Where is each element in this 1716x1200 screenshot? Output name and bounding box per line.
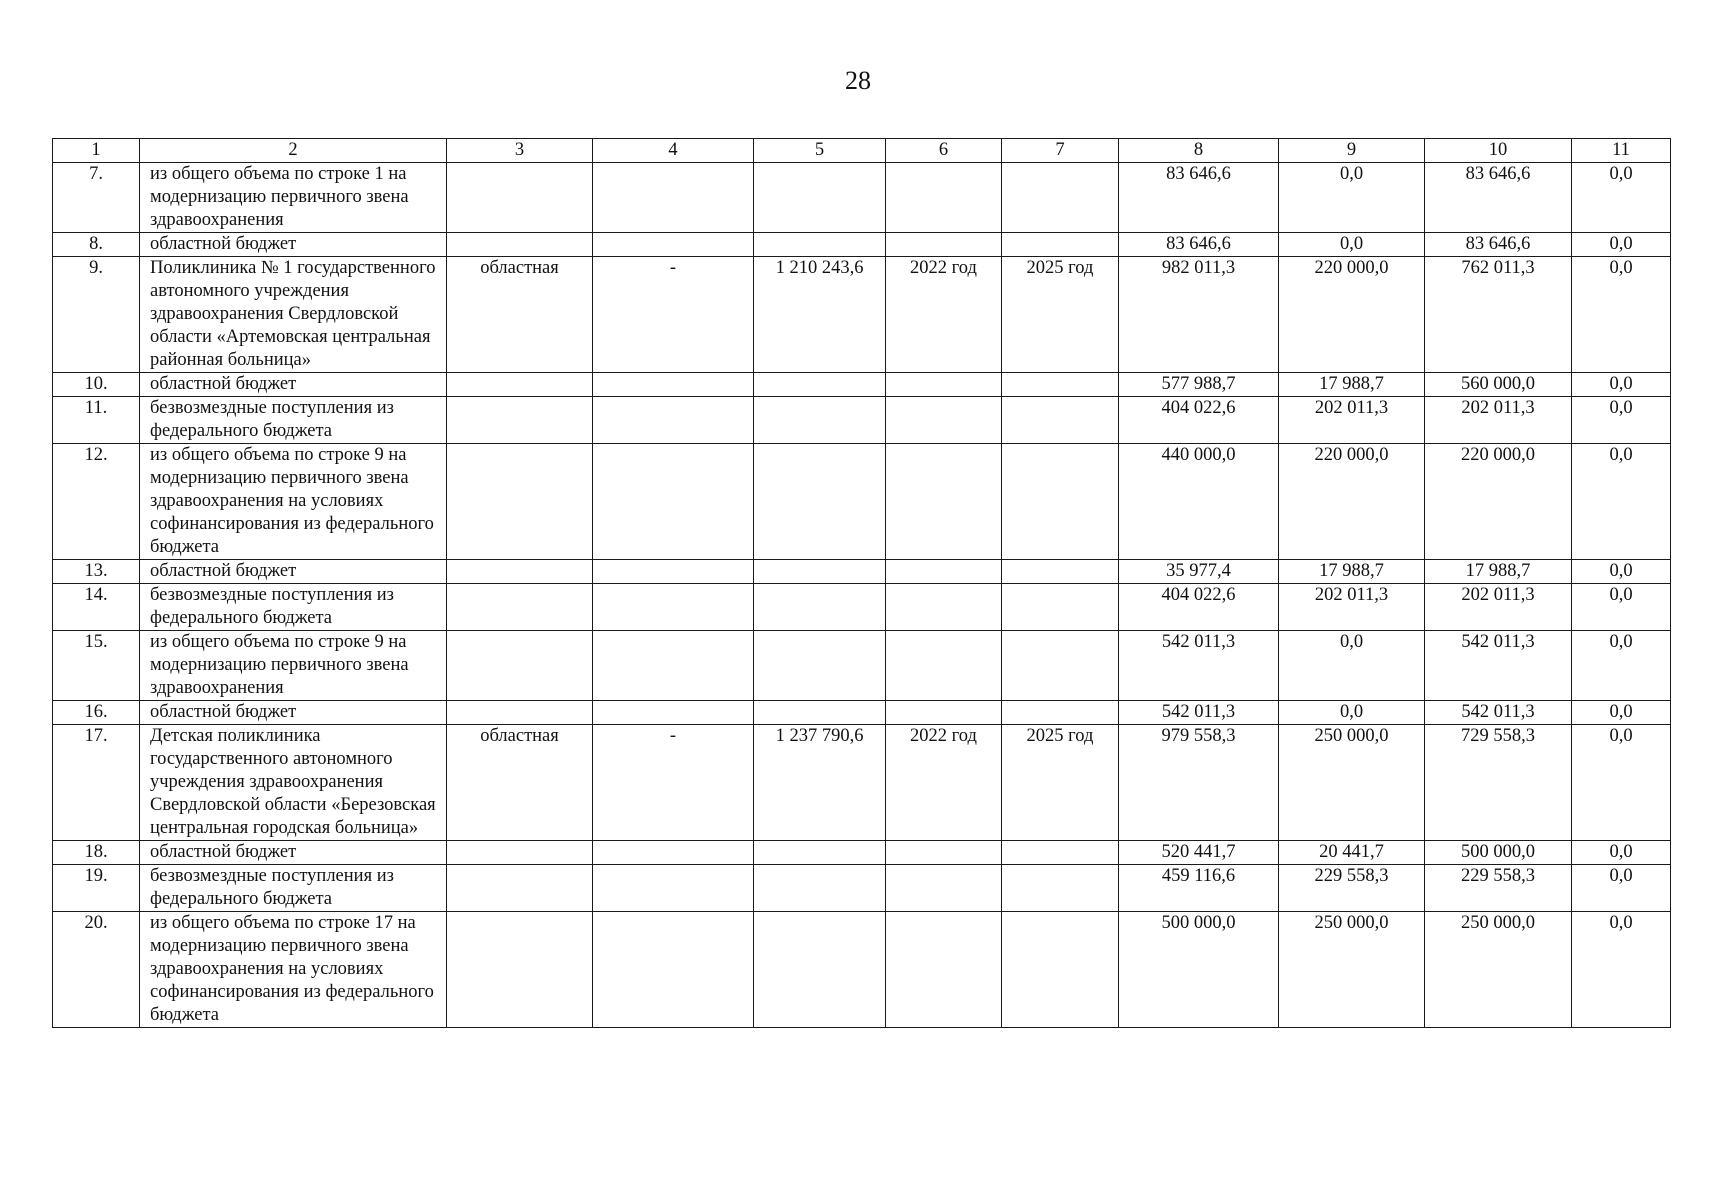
column-4-cell [593, 163, 754, 233]
column-10-amount-cell: 542 011,3 [1425, 701, 1572, 725]
end-year-cell [1002, 912, 1119, 1028]
row-name-cell: областной бюджет [140, 233, 447, 257]
total-cost-cell [754, 560, 886, 584]
end-year-cell [1002, 701, 1119, 725]
column-8-amount-cell: 520 441,7 [1119, 841, 1279, 865]
column-header-1: 1 [53, 139, 140, 163]
row-name-cell: Детская поликлиника государственного автономного учреждения здравоохранения Свердловской области «Березовская центральная городская больница» [140, 725, 447, 841]
start-year-cell [886, 631, 1002, 701]
table-row [53, 725, 1671, 841]
total-cost-cell [754, 163, 886, 233]
column-11-amount-cell: 0,0 [1572, 725, 1671, 841]
column-8-amount-cell: 459 116,6 [1119, 865, 1279, 912]
column-9-amount-cell: 202 011,3 [1279, 397, 1425, 444]
end-year-cell: 2025 год [1002, 257, 1119, 373]
column-header-10: 10 [1425, 139, 1572, 163]
level-cell: областная [447, 257, 593, 373]
column-9-amount-cell: 229 558,3 [1279, 865, 1425, 912]
start-year-cell [886, 912, 1002, 1028]
level-cell [447, 701, 593, 725]
column-9-amount-cell: 250 000,0 [1279, 912, 1425, 1028]
column-11-amount-cell: 0,0 [1572, 444, 1671, 560]
row-number-cell: 12. [53, 444, 140, 560]
column-10-amount-cell: 220 000,0 [1425, 444, 1572, 560]
table-row [53, 397, 1671, 444]
total-cost-cell [754, 444, 886, 560]
column-9-amount-cell: 0,0 [1279, 631, 1425, 701]
end-year-cell [1002, 397, 1119, 444]
row-name-cell: областной бюджет [140, 701, 447, 725]
end-year-cell [1002, 631, 1119, 701]
column-11-amount-cell: 0,0 [1572, 865, 1671, 912]
column-9-amount-cell: 0,0 [1279, 233, 1425, 257]
row-number-cell: 16. [53, 701, 140, 725]
total-cost-cell [754, 841, 886, 865]
table-row [53, 841, 1671, 865]
row-name-cell: безвозмездные поступления из федерального бюджета [140, 584, 447, 631]
start-year-cell [886, 584, 1002, 631]
column-11-amount-cell: 0,0 [1572, 373, 1671, 397]
level-cell [447, 373, 593, 397]
start-year-cell [886, 444, 1002, 560]
total-cost-cell [754, 373, 886, 397]
column-header-6: 6 [886, 139, 1002, 163]
total-cost-cell: 1 237 790,6 [754, 725, 886, 841]
budget-table [52, 138, 1671, 1028]
column-9-amount-cell: 17 988,7 [1279, 560, 1425, 584]
column-4-cell: - [593, 257, 754, 373]
column-4-cell [593, 444, 754, 560]
column-10-amount-cell: 542 011,3 [1425, 631, 1572, 701]
column-4-cell [593, 233, 754, 257]
column-9-amount-cell: 202 011,3 [1279, 584, 1425, 631]
column-header-2: 2 [140, 139, 447, 163]
table-row [53, 584, 1671, 631]
start-year-cell [886, 701, 1002, 725]
row-number-cell: 17. [53, 725, 140, 841]
row-number-cell: 15. [53, 631, 140, 701]
level-cell: областная [447, 725, 593, 841]
row-name-cell: областной бюджет [140, 560, 447, 584]
column-9-amount-cell: 0,0 [1279, 163, 1425, 233]
table-row [53, 865, 1671, 912]
column-9-amount-cell: 17 988,7 [1279, 373, 1425, 397]
start-year-cell [886, 397, 1002, 444]
row-name-cell: из общего объема по строке 9 на модернизацию первичного звена здравоохранения [140, 631, 447, 701]
column-10-amount-cell: 250 000,0 [1425, 912, 1572, 1028]
row-name-cell: из общего объема по строке 9 на модернизацию первичного звена здравоохранения на условиях софинансирования из федерального бюджета [140, 444, 447, 560]
page-number: 28 [845, 66, 871, 95]
column-10-amount-cell: 560 000,0 [1425, 373, 1572, 397]
total-cost-cell [754, 701, 886, 725]
column-8-amount-cell: 83 646,6 [1119, 233, 1279, 257]
level-cell [447, 584, 593, 631]
table-row [53, 912, 1671, 1028]
table-row [53, 233, 1671, 257]
table-row [53, 444, 1671, 560]
row-number-cell: 10. [53, 373, 140, 397]
end-year-cell [1002, 560, 1119, 584]
table-row [53, 631, 1671, 701]
column-header-5: 5 [754, 139, 886, 163]
column-8-amount-cell: 577 988,7 [1119, 373, 1279, 397]
column-9-amount-cell: 220 000,0 [1279, 444, 1425, 560]
column-10-amount-cell: 83 646,6 [1425, 233, 1572, 257]
level-cell [447, 444, 593, 560]
column-header-11: 11 [1572, 139, 1671, 163]
table-row [53, 373, 1671, 397]
column-8-amount-cell: 542 011,3 [1119, 701, 1279, 725]
column-11-amount-cell: 0,0 [1572, 631, 1671, 701]
column-4-cell [593, 560, 754, 584]
start-year-cell [886, 163, 1002, 233]
column-header-4: 4 [593, 139, 754, 163]
column-10-amount-cell: 202 011,3 [1425, 397, 1572, 444]
row-number-cell: 13. [53, 560, 140, 584]
row-number-cell: 14. [53, 584, 140, 631]
column-number-header-row [53, 139, 1671, 163]
start-year-cell [886, 233, 1002, 257]
end-year-cell [1002, 865, 1119, 912]
row-name-cell: областной бюджет [140, 373, 447, 397]
column-10-amount-cell: 202 011,3 [1425, 584, 1572, 631]
row-number-cell: 11. [53, 397, 140, 444]
start-year-cell [886, 560, 1002, 584]
table-row [53, 257, 1671, 373]
row-number-cell: 18. [53, 841, 140, 865]
row-name-cell: из общего объема по строке 17 на модернизацию первичного звена здравоохранения на условиях софинансирования из федерального бюджета [140, 912, 447, 1028]
level-cell [447, 912, 593, 1028]
column-11-amount-cell: 0,0 [1572, 163, 1671, 233]
column-4-cell [593, 397, 754, 444]
column-10-amount-cell: 17 988,7 [1425, 560, 1572, 584]
end-year-cell [1002, 163, 1119, 233]
column-8-amount-cell: 542 011,3 [1119, 631, 1279, 701]
total-cost-cell [754, 233, 886, 257]
column-9-amount-cell: 220 000,0 [1279, 257, 1425, 373]
column-4-cell [593, 373, 754, 397]
column-8-amount-cell: 35 977,4 [1119, 560, 1279, 584]
table-row [53, 560, 1671, 584]
start-year-cell: 2022 год [886, 725, 1002, 841]
row-number-cell: 20. [53, 912, 140, 1028]
column-4-cell [593, 701, 754, 725]
column-11-amount-cell: 0,0 [1572, 233, 1671, 257]
column-4-cell: - [593, 725, 754, 841]
total-cost-cell [754, 912, 886, 1028]
column-9-amount-cell: 0,0 [1279, 701, 1425, 725]
column-11-amount-cell: 0,0 [1572, 397, 1671, 444]
column-4-cell [593, 841, 754, 865]
level-cell [447, 560, 593, 584]
table-row [53, 701, 1671, 725]
row-name-cell: безвозмездные поступления из федерального бюджета [140, 397, 447, 444]
column-8-amount-cell: 440 000,0 [1119, 444, 1279, 560]
end-year-cell [1002, 584, 1119, 631]
end-year-cell: 2025 год [1002, 725, 1119, 841]
column-11-amount-cell: 0,0 [1572, 584, 1671, 631]
column-10-amount-cell: 83 646,6 [1425, 163, 1572, 233]
row-name-cell: безвозмездные поступления из федерального бюджета [140, 865, 447, 912]
column-8-amount-cell: 404 022,6 [1119, 584, 1279, 631]
start-year-cell [886, 865, 1002, 912]
start-year-cell [886, 841, 1002, 865]
end-year-cell [1002, 233, 1119, 257]
total-cost-cell: 1 210 243,6 [754, 257, 886, 373]
level-cell [447, 631, 593, 701]
column-4-cell [593, 912, 754, 1028]
column-4-cell [593, 631, 754, 701]
column-8-amount-cell: 500 000,0 [1119, 912, 1279, 1028]
column-10-amount-cell: 762 011,3 [1425, 257, 1572, 373]
row-number-cell: 19. [53, 865, 140, 912]
column-9-amount-cell: 250 000,0 [1279, 725, 1425, 841]
total-cost-cell [754, 397, 886, 444]
row-name-cell: из общего объема по строке 1 на модернизацию первичного звена здравоохранения [140, 163, 447, 233]
row-name-cell: Поликлиника № 1 государственного автономного учреждения здравоохранения Свердловской области «Артемовская центральная районная больница» [140, 257, 447, 373]
column-4-cell [593, 584, 754, 631]
row-number-cell: 9. [53, 257, 140, 373]
end-year-cell [1002, 373, 1119, 397]
column-header-8: 8 [1119, 139, 1279, 163]
column-9-amount-cell: 20 441,7 [1279, 841, 1425, 865]
end-year-cell [1002, 444, 1119, 560]
column-11-amount-cell: 0,0 [1572, 841, 1671, 865]
total-cost-cell [754, 631, 886, 701]
start-year-cell [886, 373, 1002, 397]
total-cost-cell [754, 865, 886, 912]
level-cell [447, 865, 593, 912]
column-header-9: 9 [1279, 139, 1425, 163]
level-cell [447, 397, 593, 444]
end-year-cell [1002, 841, 1119, 865]
column-header-7: 7 [1002, 139, 1119, 163]
level-cell [447, 233, 593, 257]
column-10-amount-cell: 729 558,3 [1425, 725, 1572, 841]
row-number-cell: 7. [53, 163, 140, 233]
column-10-amount-cell: 500 000,0 [1425, 841, 1572, 865]
table-row [53, 163, 1671, 233]
level-cell [447, 841, 593, 865]
column-8-amount-cell: 404 022,6 [1119, 397, 1279, 444]
column-8-amount-cell: 83 646,6 [1119, 163, 1279, 233]
column-11-amount-cell: 0,0 [1572, 912, 1671, 1028]
level-cell [447, 163, 593, 233]
column-8-amount-cell: 979 558,3 [1119, 725, 1279, 841]
column-4-cell [593, 865, 754, 912]
row-name-cell: областной бюджет [140, 841, 447, 865]
column-header-3: 3 [447, 139, 593, 163]
column-8-amount-cell: 982 011,3 [1119, 257, 1279, 373]
column-11-amount-cell: 0,0 [1572, 560, 1671, 584]
column-10-amount-cell: 229 558,3 [1425, 865, 1572, 912]
column-11-amount-cell: 0,0 [1572, 701, 1671, 725]
total-cost-cell [754, 584, 886, 631]
column-11-amount-cell: 0,0 [1572, 257, 1671, 373]
row-number-cell: 8. [53, 233, 140, 257]
start-year-cell: 2022 год [886, 257, 1002, 373]
